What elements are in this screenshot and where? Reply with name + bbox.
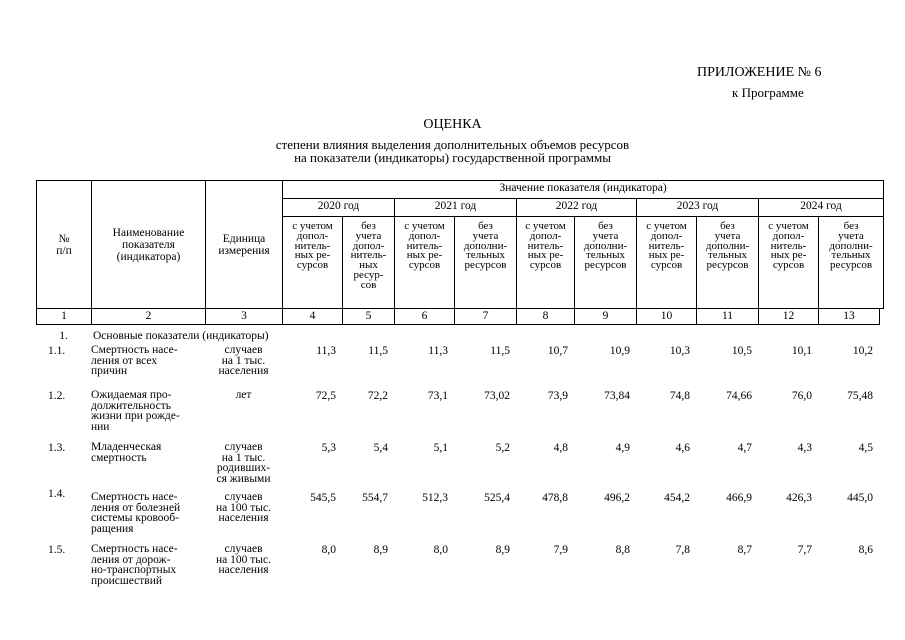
row-value: 554,7 — [362, 492, 388, 504]
table-row — [36, 345, 879, 390]
row-value: 75,48 — [847, 390, 874, 402]
appendix-label: ПРИЛОЖЕНИЕ № 6 — [697, 65, 822, 80]
row-value: 5,2 — [495, 442, 510, 454]
column-number: 11 — [697, 309, 759, 325]
row-indicator-name: Смертность насе- ления от болезней системы кровооб- ращения — [91, 491, 181, 535]
header-year: 2021 год — [395, 199, 517, 217]
row-value: 10,3 — [669, 345, 690, 357]
column-number: 13 — [819, 309, 880, 325]
header-col-name: Наименование показателя (индикатора) — [92, 181, 206, 309]
header-sub-with: с учетом допол- нитель- ных ре- сурсов — [283, 217, 343, 309]
row-value: 10,5 — [731, 345, 752, 357]
header-value-group: Значение показателя (индикатора) — [283, 181, 884, 199]
document-subtitle — [0, 139, 905, 164]
row-value: 7,8 — [675, 544, 690, 556]
section-row — [36, 330, 879, 345]
row-value: 73,02 — [484, 390, 510, 402]
row-value: 5,3 — [321, 442, 336, 454]
row-number: 1.1. — [48, 345, 66, 357]
row-value: 73,9 — [547, 390, 568, 402]
row-value: 11,3 — [428, 345, 448, 357]
section-number: 1. — [59, 330, 68, 342]
row-number: 1.4. — [48, 488, 66, 500]
row-indicator-name: Смертность насе- ления от всех причин — [91, 344, 178, 378]
row-value: 4,6 — [675, 442, 690, 454]
header-year: 2022 год — [517, 199, 637, 217]
header-year: 2023 год — [637, 199, 759, 217]
row-unit: случаев на 1 тыс. родивших- ся живыми — [216, 441, 271, 485]
row-value: 466,9 — [726, 492, 752, 504]
header-sub-with: с учетом допол- нитель- ных ре- сурсов — [395, 217, 455, 309]
row-value: 7,7 — [797, 544, 812, 556]
subtitle-line-1: степени влияния выделения дополнительных объемов ресурсов — [275, 137, 630, 152]
row-unit: лет — [235, 389, 252, 401]
header-sub-without: без учета дополни- тельных ресурсов — [455, 217, 517, 309]
row-indicator-name: Смертность насе- ления от дорож- но-транспортных происшествий — [91, 543, 178, 587]
row-value: 11,3 — [316, 345, 336, 357]
row-value: 8,6 — [858, 544, 874, 556]
row-unit: случаев на 100 тыс. населения — [216, 491, 271, 525]
row-value: 5,4 — [373, 442, 388, 454]
column-number: 2 — [92, 309, 206, 325]
table-header — [36, 180, 884, 309]
row-value: 8,9 — [373, 544, 388, 556]
row-number: 1.2. — [48, 390, 66, 402]
row-unit: случаев на 1 тыс. населения — [218, 344, 269, 378]
row-value: 10,7 — [547, 345, 568, 357]
row-value: 445,0 — [847, 492, 874, 504]
section-title: Основные показатели (индикаторы) — [93, 330, 269, 342]
column-numbers-row — [36, 308, 880, 325]
column-number: 1 — [37, 309, 92, 325]
column-number: 8 — [517, 309, 575, 325]
header-sub-with: с учетом допол- нитель- ных ре- сурсов — [637, 217, 697, 309]
row-value: 478,8 — [542, 492, 568, 504]
row-value: 7,9 — [553, 544, 568, 556]
row-value: 4,7 — [737, 442, 752, 454]
row-value: 512,3 — [422, 492, 448, 504]
row-value: 5,1 — [433, 442, 448, 454]
header-year: 2024 год — [759, 199, 884, 217]
column-number: 6 — [395, 309, 455, 325]
column-number: 9 — [575, 309, 637, 325]
row-indicator-name: Ожидаемая про- должительность жизни при рожде- нии — [91, 389, 180, 433]
header-sub-with: с учетом допол- нитель- ных ре- сурсов — [759, 217, 819, 309]
table-row — [36, 488, 879, 544]
header-sub-without: без учета допол- нитель- ных ресур- сов — [343, 217, 395, 309]
row-value: 454,2 — [664, 492, 690, 504]
row-value: 72,5 — [315, 390, 336, 402]
column-number: 5 — [343, 309, 395, 325]
row-value: 10,9 — [609, 345, 630, 357]
header-sub-without: без учета дополни- тельных ресурсов — [575, 217, 637, 309]
row-value: 525,4 — [484, 492, 510, 504]
row-value: 8,9 — [495, 544, 510, 556]
row-value: 4,9 — [615, 442, 630, 454]
row-value: 73,84 — [604, 390, 630, 402]
header-year: 2020 год — [283, 199, 395, 217]
row-value: 72,2 — [367, 390, 388, 402]
table-row — [36, 390, 879, 442]
row-value: 545,5 — [310, 492, 336, 504]
column-number: 10 — [637, 309, 697, 325]
row-indicator-name: Младенческая смертность — [91, 441, 162, 464]
header-col-num: № п/п — [37, 181, 92, 309]
row-value: 11,5 — [490, 345, 510, 357]
header-sub-without: без учета дополни- тельных ресурсов — [697, 217, 759, 309]
table-row — [36, 442, 879, 488]
row-value: 4,3 — [797, 442, 812, 454]
row-value: 74,66 — [726, 390, 752, 402]
header-sub-without: без учета дополни- тельных ресурсов — [819, 217, 884, 309]
table-row — [36, 544, 879, 596]
row-value: 8,0 — [433, 544, 448, 556]
row-value: 4,8 — [553, 442, 568, 454]
appendix-sublabel: к Программе — [732, 85, 804, 100]
row-value: 496,2 — [604, 492, 630, 504]
row-value: 8,8 — [615, 544, 630, 556]
table-body — [36, 330, 879, 596]
row-value: 8,0 — [321, 544, 336, 556]
row-unit: случаев на 100 тыс. населения — [216, 543, 271, 577]
row-number: 1.5. — [48, 544, 66, 556]
row-value: 11,5 — [368, 345, 388, 357]
column-number: 3 — [206, 309, 283, 325]
row-value: 426,3 — [786, 492, 812, 504]
row-value: 76,0 — [791, 390, 812, 402]
column-number: 12 — [759, 309, 819, 325]
row-value: 73,1 — [427, 390, 448, 402]
header-sub-with: с учетом допол- нитель- ных ре- сурсов — [517, 217, 575, 309]
header-col-unit: Единица измерения — [206, 181, 283, 309]
document-title: ОЦЕНКА — [423, 117, 482, 132]
row-value: 10,1 — [791, 345, 812, 357]
row-value: 74,8 — [669, 390, 690, 402]
row-value: 10,2 — [852, 345, 874, 357]
row-value: 8,7 — [737, 544, 752, 556]
column-number: 4 — [283, 309, 343, 325]
row-number: 1.3. — [48, 442, 66, 454]
row-value: 4,5 — [858, 442, 874, 454]
column-number: 7 — [455, 309, 517, 325]
subtitle-line-2: на показатели (индикаторы) государственной программы — [294, 149, 611, 165]
